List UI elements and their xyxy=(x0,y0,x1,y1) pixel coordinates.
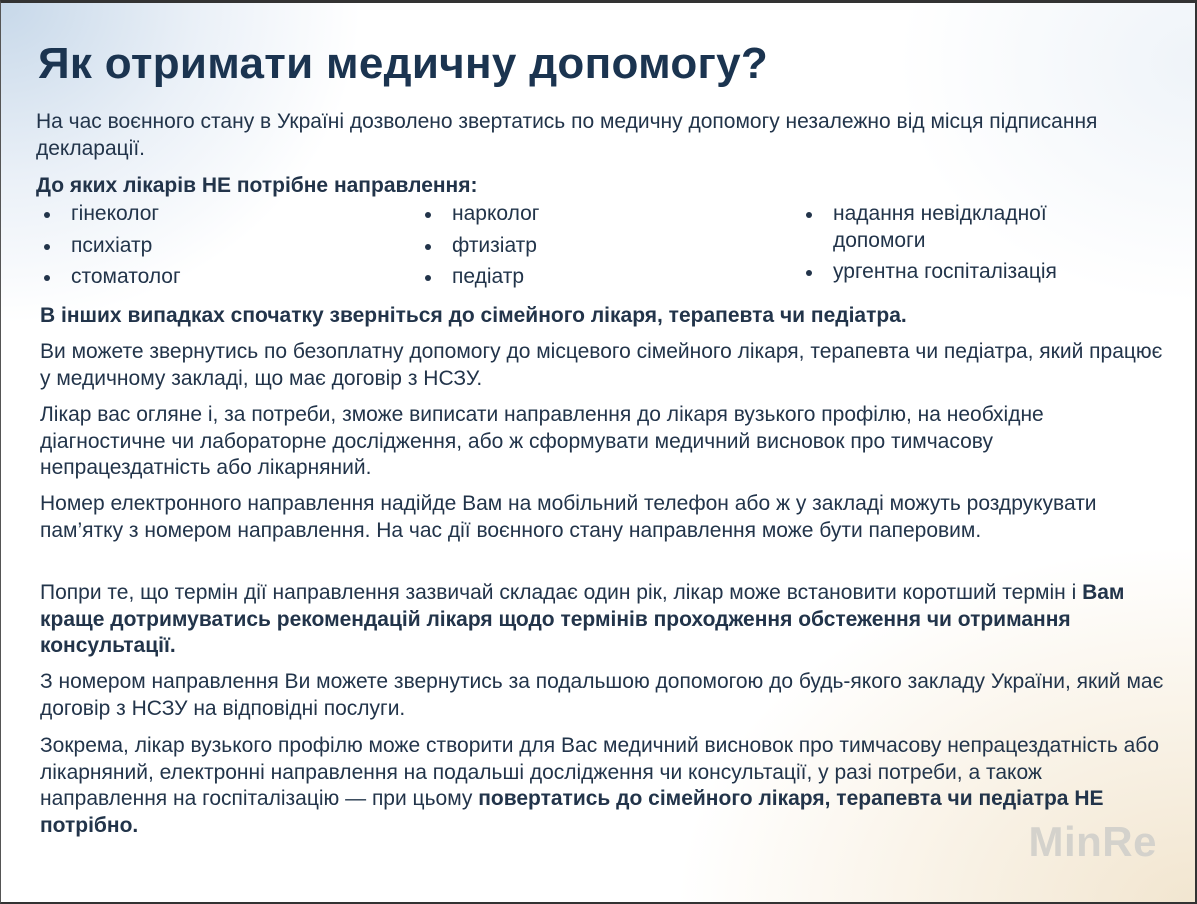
no-referral-list xyxy=(41,201,1171,296)
paragraph-referral-term xyxy=(40,580,1165,660)
paragraph-further-help: З номером направлення Ви можете звернутись за подальшою допомогою до будь-якого закладу України, який має договір з НСЗУ на відповідні послуги. xyxy=(40,670,1164,720)
specialist-no-return-note: повертатись до сімейного лікаря, терапевта чи педіатра НЕ потрібно. xyxy=(40,787,1104,837)
list-item: ургентна госпіталізація xyxy=(803,259,1133,286)
page-title: Як отримати медичну допомогу? xyxy=(38,39,769,88)
list-item: педіатр xyxy=(422,264,782,291)
list-item: психіатр xyxy=(41,233,401,260)
specialist-text: Зокрема, лікар вузького профілю може створити для Вас медичний висновок про тимчасову непрацездатність або лікарняний, електронні направлення на подальші дослідження чи консультації, у разі потреби, а також направлення на госпіталізацію — при цьому xyxy=(40,734,1160,810)
list-item: фтизіатр xyxy=(422,233,782,260)
paragraph-doctor-exam: Лікар вас огляне і, за потреби, зможе виписати направлення до лікаря вузького профілю, на необхідне діагностичне чи лабораторне дослідження, або ж сформувати медичний висновок про тимчасову непрацездатність або лікарняний. xyxy=(40,403,1044,479)
other-cases-note: В інших випадках спочатку зверніться до сімейного лікаря, терапевта чи педіатра. xyxy=(40,304,907,327)
list-item: гінеколог xyxy=(41,201,401,228)
list-item: стоматолог xyxy=(41,264,401,291)
paragraph-electronic-referral: Номер електронного направлення надійде Вам на мобільний телефон або ж у закладі можуть роздрукувати пам’ятку з номером направлення. На час дії воєнного стану направлення може бути паперовим. xyxy=(40,492,1097,542)
referral-term-advice: Вам краще дотримуватись рекомендацій лікаря щодо термінів проходження обстеження чи отримання консультації. xyxy=(40,581,1125,657)
list-item: надання невідкладної допомоги xyxy=(803,201,1133,254)
referral-term-text: Попри те, що термін дії направлення зазвичай складає один рік, лікар може встановити коротший термін і xyxy=(40,581,1083,604)
intro-paragraph: На час воєнного стану в Україні дозволено звертатись по медичну допомогу незалежно від місця підписання декларації. xyxy=(36,110,1098,160)
list-item: нарколог xyxy=(422,201,782,228)
doctor-list-column-3 xyxy=(803,201,1133,291)
doctor-list-column-2 xyxy=(422,201,782,296)
paragraph-free-help: Ви можете звернутись по безоплатну допомогу до місцевого сімейного лікаря, терапевта чи педіатра, який працює у медичному закладі, що має договір з НСЗУ. xyxy=(40,340,1163,390)
minre-logo: MinRe xyxy=(1028,818,1157,865)
doctor-list-column-1 xyxy=(41,201,401,296)
no-referral-heading: До яких лікарів НЕ потрібне направлення: xyxy=(36,174,478,197)
paragraph-specialist xyxy=(40,733,1165,839)
